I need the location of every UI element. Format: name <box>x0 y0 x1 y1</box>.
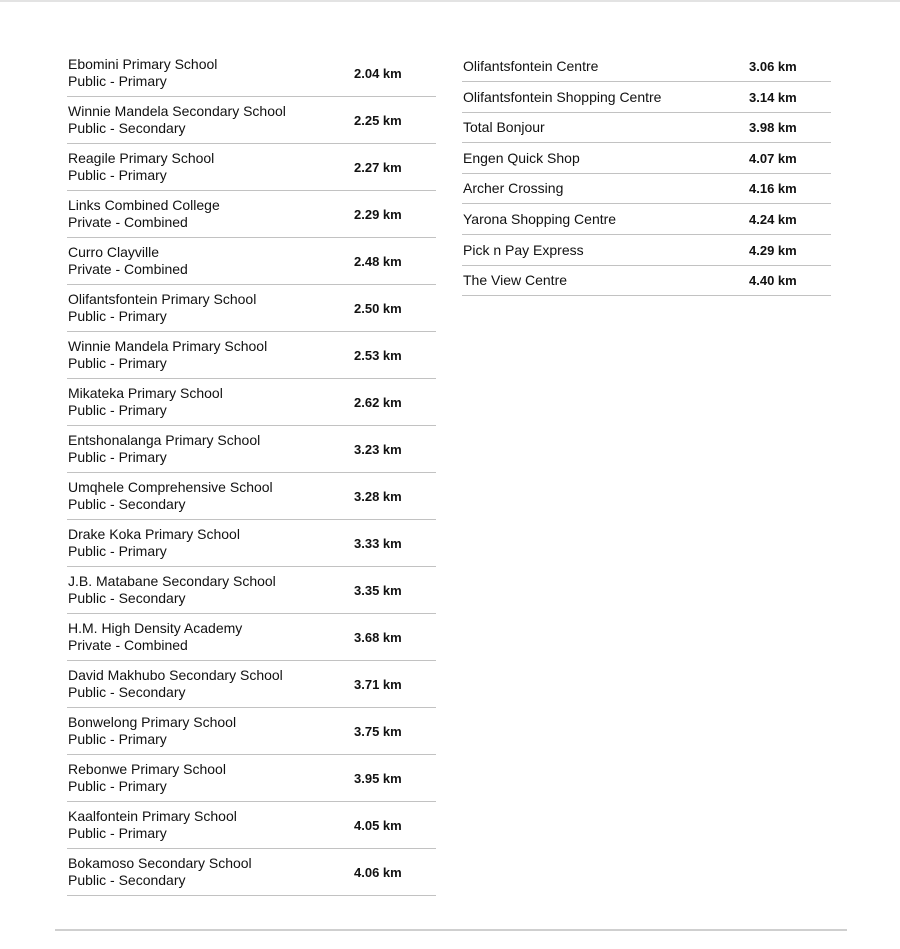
school-distance: 3.33 km <box>354 536 402 551</box>
school-row <box>67 614 436 661</box>
school-row <box>67 755 436 802</box>
school-name: Umqhele Comprehensive School <box>68 479 273 495</box>
school-type: Public - Primary <box>68 731 167 747</box>
place-name: Total Bonjour <box>463 119 545 136</box>
school-row <box>67 520 436 567</box>
school-type: Public - Primary <box>68 402 167 418</box>
school-name: Ebomini Primary School <box>68 56 218 72</box>
place-distance: 4.24 km <box>749 211 797 227</box>
school-row <box>67 426 436 473</box>
school-name: Reagile Primary School <box>68 150 215 166</box>
school-type: Private - Combined <box>68 261 188 277</box>
place-row <box>462 113 831 144</box>
place-distance: 3.06 km <box>749 59 797 74</box>
school-row <box>67 473 436 520</box>
school-name: Drake Koka Primary School <box>68 526 240 542</box>
school-type: Public - Secondary <box>68 872 186 888</box>
school-name: Curro Clayville <box>68 244 160 260</box>
school-type: Public - Secondary <box>68 120 186 136</box>
school-row <box>67 567 436 614</box>
school-row <box>67 379 436 426</box>
place-distance: 3.98 km <box>749 120 797 136</box>
school-row <box>67 191 436 238</box>
place-distance: 4.29 km <box>749 242 797 258</box>
school-distance: 2.50 km <box>354 301 402 316</box>
school-name: H.M. High Density Academy <box>68 620 243 636</box>
school-distance: 2.25 km <box>354 113 402 128</box>
place-name: Engen Quick Shop <box>463 149 580 166</box>
school-distance: 2.29 km <box>354 207 402 222</box>
school-distance: 3.23 km <box>354 442 402 457</box>
place-name: Olifantsfontein Centre <box>463 58 599 74</box>
school-distance: 2.27 km <box>354 160 402 175</box>
school-row <box>67 802 436 849</box>
school-row <box>67 661 436 708</box>
school-type: Public - Primary <box>68 825 167 841</box>
school-distance: 3.35 km <box>354 583 402 598</box>
school-row <box>67 332 436 379</box>
place-distance: 4.07 km <box>749 150 797 166</box>
school-distance: 4.06 km <box>354 865 402 880</box>
school-type: Public - Primary <box>68 355 167 371</box>
school-distance: 3.68 km <box>354 630 402 645</box>
place-row <box>462 266 831 297</box>
school-name: Links Combined College <box>68 197 220 213</box>
school-distance: 2.04 km <box>354 66 402 81</box>
school-name: Winnie Mandela Primary School <box>68 338 268 354</box>
school-row <box>67 238 436 285</box>
school-row <box>67 144 436 191</box>
school-distance: 3.75 km <box>354 724 402 739</box>
school-type: Public - Primary <box>68 778 167 794</box>
school-name: Entshonalanga Primary School <box>68 432 261 448</box>
places-list <box>462 50 831 296</box>
school-row <box>67 708 436 755</box>
school-distance: 2.48 km <box>354 254 402 269</box>
school-type: Public - Primary <box>68 167 167 183</box>
school-type: Public - Primary <box>68 543 167 559</box>
school-type: Private - Combined <box>68 214 188 230</box>
school-distance: 3.95 km <box>354 771 402 786</box>
school-distance: 3.71 km <box>354 677 402 692</box>
place-distance: 4.40 km <box>749 273 797 289</box>
school-type: Public - Secondary <box>68 590 186 606</box>
school-name: David Makhubo Secondary School <box>68 667 283 683</box>
school-type: Private - Combined <box>68 637 188 653</box>
place-row <box>462 50 831 82</box>
school-row <box>67 50 436 97</box>
place-row <box>462 204 831 235</box>
school-name: Rebonwe Primary School <box>68 761 226 777</box>
school-row <box>67 849 436 896</box>
school-row <box>67 285 436 332</box>
schools-list <box>67 50 436 896</box>
school-name: Winnie Mandela Secondary School <box>68 103 286 119</box>
school-name: Bonwelong Primary School <box>68 714 237 730</box>
school-type: Public - Primary <box>68 73 167 89</box>
place-row <box>462 82 831 113</box>
place-distance: 4.16 km <box>749 181 797 197</box>
place-name: The View Centre <box>463 272 568 289</box>
place-distance: 3.14 km <box>749 89 797 105</box>
school-type: Public - Primary <box>68 308 167 324</box>
school-distance: 4.05 km <box>354 818 402 833</box>
school-name: Mikateka Primary School <box>68 385 223 401</box>
place-name: Pick n Pay Express <box>463 241 584 258</box>
school-row <box>67 97 436 144</box>
school-type: Public - Primary <box>68 449 167 465</box>
place-row <box>462 235 831 266</box>
school-type: Public - Secondary <box>68 496 186 512</box>
place-row <box>462 174 831 205</box>
school-distance: 3.28 km <box>354 489 402 504</box>
school-name: Kaalfontein Primary School <box>68 808 237 824</box>
school-name: Olifantsfontein Primary School <box>68 291 257 307</box>
top-divider <box>0 0 900 2</box>
place-name: Archer Crossing <box>463 180 564 197</box>
school-type: Public - Secondary <box>68 684 186 700</box>
school-name: J.B. Matabane Secondary School <box>68 573 276 589</box>
place-name: Yarona Shopping Centre <box>463 210 617 227</box>
school-distance: 2.53 km <box>354 348 402 363</box>
school-name: Bokamoso Secondary School <box>68 855 252 871</box>
place-name: Olifantsfontein Shopping Centre <box>463 88 662 105</box>
school-distance: 2.62 km <box>354 395 402 410</box>
place-row <box>462 143 831 174</box>
bottom-divider <box>55 929 847 931</box>
